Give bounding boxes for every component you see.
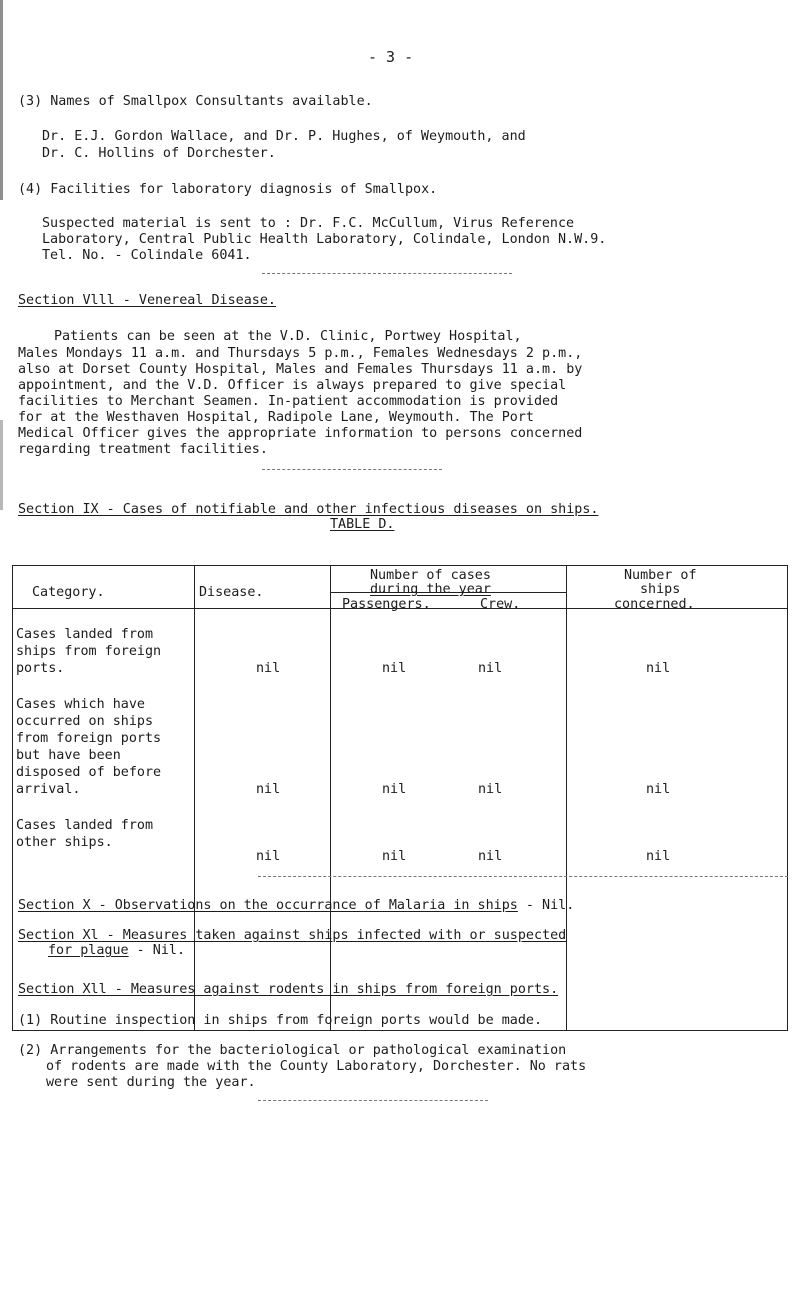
table-divider xyxy=(330,565,331,1031)
row-category: ships from foreign xyxy=(16,644,162,659)
table-title: TABLE D. xyxy=(330,517,395,532)
section10-value: - Nil. xyxy=(517,898,575,913)
item3-line: Dr. E.J. Gordon Wallace, and Dr. P. Hughes, of Weymouth, and xyxy=(42,129,526,144)
row-category: arrival. xyxy=(16,782,81,797)
table-divider xyxy=(194,565,195,1031)
item3-line: Dr. C. Hollins of Dorchester. xyxy=(42,146,276,161)
separator xyxy=(262,273,512,274)
row-category: from foreign ports xyxy=(16,731,162,746)
row-category: ports. xyxy=(16,661,65,676)
separator xyxy=(258,876,788,877)
row-ships: nil xyxy=(646,782,671,797)
row-crew: nil xyxy=(478,661,503,676)
row-category: occurred on ships xyxy=(16,714,154,729)
row-passengers: nil xyxy=(382,661,407,676)
separator xyxy=(258,1100,488,1101)
table-divider xyxy=(566,565,567,1031)
row-ships: nil xyxy=(646,661,671,676)
header-ships: Number of xyxy=(624,568,697,583)
section12-item: (1) Routine inspection in ships from foreign ports would be made. xyxy=(18,1013,543,1028)
header-ships: concerned. xyxy=(614,597,695,612)
section8-line: also at Dorset County Hospital, Males and Females Thursdays 11 a.m. by xyxy=(18,362,583,377)
section8-line: Patients can be seen at the V.D. Clinic, Portwey Hospital, xyxy=(54,329,522,344)
header-number-cases: during the year xyxy=(370,582,491,597)
header-crew: Crew. xyxy=(480,597,521,612)
row-category: Cases landed from xyxy=(16,818,154,833)
section8-line: Medical Officer gives the appropriate information to persons concerned xyxy=(18,426,583,441)
section12-item: (2) Arrangements for the bacteriological or pathological examination xyxy=(18,1043,567,1058)
row-passengers: nil xyxy=(382,782,407,797)
section10 xyxy=(18,898,574,914)
separator xyxy=(262,469,442,470)
section8-heading: Section Vlll - Venereal Disease. xyxy=(18,293,276,308)
row-category: Cases which have xyxy=(16,697,145,712)
section12-item: were sent during the year. xyxy=(46,1075,256,1090)
item4-heading: (4) Facilities for laboratory diagnosis of Smallpox. xyxy=(18,182,438,197)
scan-edge-mark xyxy=(0,0,3,200)
header-category: Category. xyxy=(32,585,105,600)
section11-value: - Nil. xyxy=(128,943,186,958)
row-passengers: nil xyxy=(382,849,407,864)
page-number: - 3 - xyxy=(368,48,414,66)
section8-line: for at the Westhaven Hospital, Radipole Lane, Weymouth. The Port xyxy=(18,410,534,425)
item4-line: Laboratory, Central Public Health Laboratory, Colindale, London N.W.9. xyxy=(42,232,607,247)
row-disease: nil xyxy=(256,782,281,797)
section8-line: appointment, and the V.D. Officer is always prepared to give special xyxy=(18,378,567,393)
scan-edge-mark xyxy=(0,420,3,510)
row-crew: nil xyxy=(478,849,503,864)
item4-line: Tel. No. - Colindale 6041. xyxy=(42,248,252,263)
row-disease: nil xyxy=(256,661,281,676)
row-category: other ships. xyxy=(16,835,113,850)
section8-line: regarding treatment facilities. xyxy=(18,442,268,457)
item4-line: Suspected material is sent to : Dr. F.C. McCullum, Virus Reference xyxy=(42,216,575,231)
row-category: but have been xyxy=(16,748,121,763)
header-passengers: Passengers. xyxy=(342,597,431,612)
section9-heading: Section IX - Cases of notifiable and other infectious diseases on ships. xyxy=(18,502,599,517)
header-number-cases: Number of cases xyxy=(370,568,491,583)
header-disease: Disease. xyxy=(199,585,264,600)
row-ships: nil xyxy=(646,849,671,864)
row-disease: nil xyxy=(256,849,281,864)
row-category: Cases landed from xyxy=(16,627,154,642)
section8-line: Males Mondays 11 a.m. and Thursdays 5 p.m., Females Wednesdays 2 p.m., xyxy=(18,346,583,361)
section12-item: of rodents are made with the County Laboratory, Dorchester. No rats xyxy=(46,1059,587,1074)
section11-heading: for plague xyxy=(48,943,129,958)
section11-heading: Section Xl - Measures taken against ships infected with or suspected xyxy=(18,928,567,943)
header-ships: ships xyxy=(640,582,681,597)
section8-line: facilities to Merchant Seamen. In-patient accommodation is provided xyxy=(18,394,559,409)
row-category: disposed of before xyxy=(16,765,162,780)
section10-heading: Section X - Observations on the occurrance of Malaria in ships xyxy=(18,898,518,913)
section12-heading: Section Xll - Measures against rodents in ships from foreign ports. xyxy=(18,982,559,997)
row-crew: nil xyxy=(478,782,503,797)
section11-line2 xyxy=(48,943,185,959)
item3-heading: (3) Names of Smallpox Consultants available. xyxy=(18,94,373,109)
